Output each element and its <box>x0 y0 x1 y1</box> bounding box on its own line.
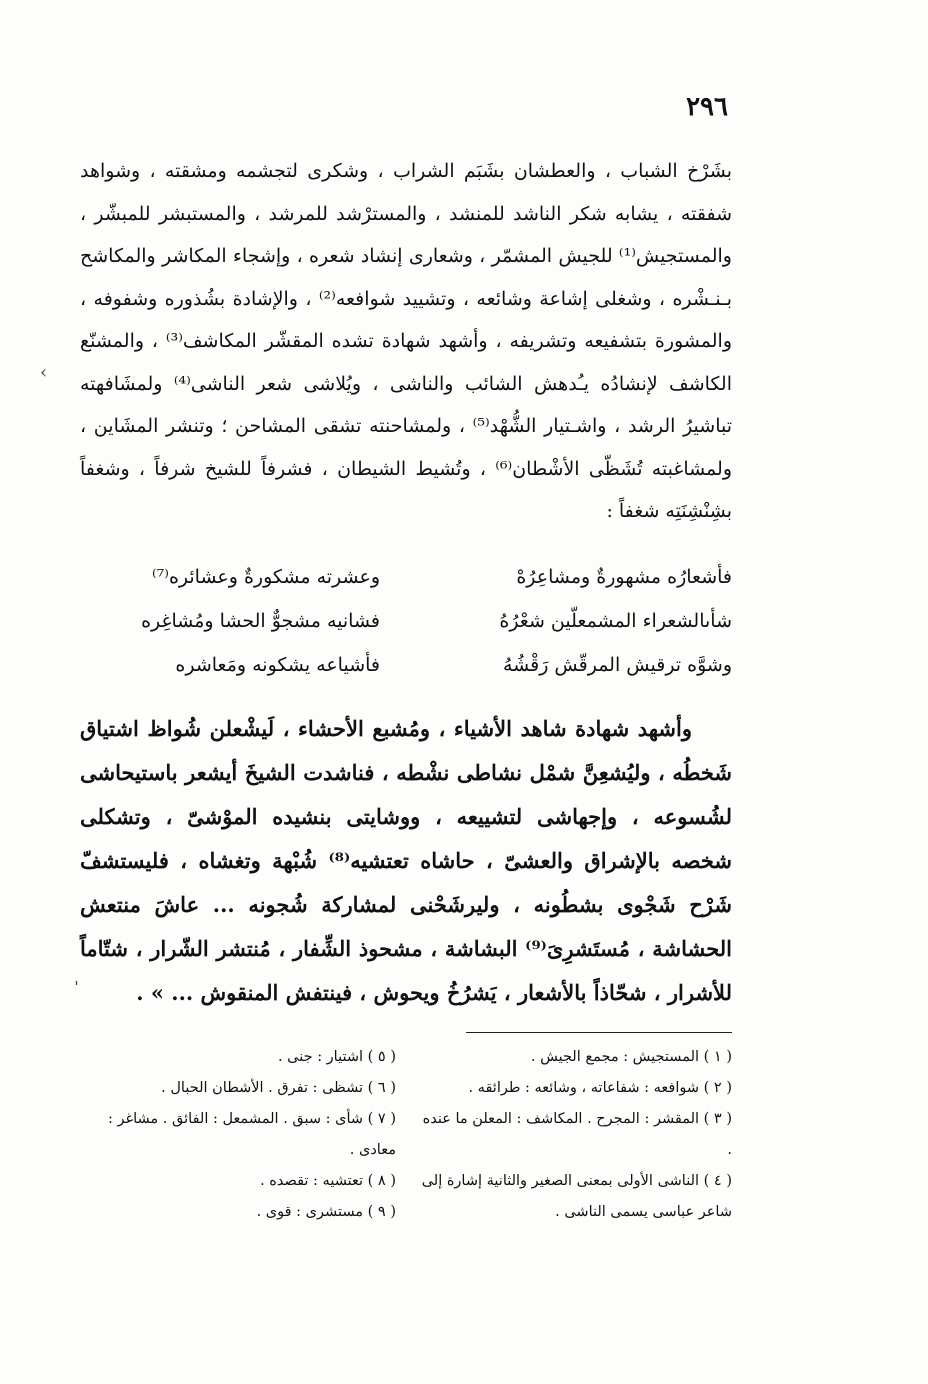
footnote-4: ( ٤ ) الناشى الأولى بمعنى الصغير والثانية إشارة إلى شاعر عباسى يسمى الناشى . <box>421 1173 732 1220</box>
footnote-1: ( ١ ) المستجيش : مجمع الجيش . <box>530 1049 732 1065</box>
poem-verse-3 <box>80 643 732 687</box>
footnote-2: ( ٢ ) شوافعه : شفاعاته ، وشائعه : طرائقه . <box>468 1080 732 1096</box>
footnotes <box>80 1042 732 1228</box>
verse-1-left-hemistich: وعشرته مشكورةٌ وعشائره⁽⁷⁾ <box>151 566 380 588</box>
verse-3-right-hemistich: وشوَّه ترقيش المرقّش رَقْشُهُ <box>502 654 732 676</box>
margin-mark-mid: ‹ <box>40 362 48 383</box>
footnotes-right-column <box>416 1042 732 1228</box>
poem-verse-2 <box>80 599 732 643</box>
footnote-5: ( ٥ ) اشتيار : جنى . <box>277 1049 396 1065</box>
page-number: ٢٩٦ <box>686 92 728 122</box>
footnote-9: ( ٩ ) مستشرى : قوى . <box>256 1204 396 1220</box>
footnote-7: ( ٧ ) شأى : سبق . المشمعل : الفائق . مشاغر : معادى . <box>108 1111 396 1158</box>
footnotes-left-column <box>80 1042 396 1228</box>
verse-3-left-hemistich: فأشياعه يشكونه ومَعاشره <box>175 654 380 676</box>
verse-1-right-hemistich: فأشعارُه مشهورةٌ ومشاعِرُهْ <box>516 566 732 588</box>
paragraph-2: وأشهد شهادة شاهد الأشياء ، ومُشبع الأحشاء ، لَيشْعلن شُواظ اشتياق شَخطُه ، وليُشعِنَّ شمْل نشاطى نشْطه ، فناشدت الشيخَ أيشعر باستيحاشى لشُسوعه ، وإجهاشى لتشييعه ، ووشايتى بنشيده الموْشىّ ، وتشكلى شخصه بالإشراق والعشىّ ، حاشاه تعتشيه⁽⁸⁾ شُبْهة وتغشاه ، فليستشفّ شَرْح شَجْوى بشطُونه ، وليرشَحْنى لمشاركة شُجونه ... عاشَ منتعش الحشاشة ، مُستَشرِىَ⁽⁹⁾ البشاشة ، مشحوذ الشِّفار ، مُنتشر الشّرار ، شتّاماً للأشرار ، شحّاذاً بالأشعار ، يَشرُخُ ويحوش ، فينتفش المنقوش ... » . <box>80 716 733 1005</box>
margin-mark-lower: ˌ <box>74 967 79 988</box>
footnote-6: ( ٦ ) تشظى : تفرق . الأشطان الحبال . <box>161 1080 396 1096</box>
poem <box>80 555 732 687</box>
poem-verse-1 <box>80 555 732 599</box>
footnote-separator <box>466 1032 732 1033</box>
verse-2-right-hemistich: شأىالشعراء المشمعلّين شعْرُهُ <box>499 610 732 632</box>
paragraph-1: بشَرْخ الشباب ، والعطشان بشَبَم الشراب ، وشكرى لتجشمه ومشقته ، وشواهد شفقته ، يشابه شكر الناشد للمنشد ، والمسترْشد للمرشد ، والمستبشر للمبشّر ، والمستجيش⁽¹⁾ للجيش المشمّر ، وشعارى إنشاد شعره ، وإشجاء المكاشر والمكاشح بـنـشْره ، وشغلى إشاعة وشائعه ، وتشييد شوافعه⁽²⁾ ، والإشادة بشُذوره وشفوفه ، والمشورة بتشفيعه وتشريفه ، وأشهد شهادة تشده المقشّر المكاشف⁽³⁾ ، والمشنّع الكاشف لإنشادُه يـُدهش الشائب والناشى ، ويُلاشى شعر الناشى⁽⁴⁾ ولمشَافهته تباشيرُ الرشد ، واشـتيار الشُّهْد⁽⁵⁾ ، ولمشاحنته تشقى المشاحن ؛ وتنشر المشَاين ، ولمشاغبته تُشَظّى الأشْطان⁽⁶⁾ ، وتُشيط الشيطان ، فشرفاً للشيخ شرفاً ، وشغفاً بشِنْشِنَتِه شغفاً : <box>80 160 733 522</box>
footnote-8: ( ٨ ) تعتشيه : تقصده . <box>260 1173 396 1189</box>
verse-2-left-hemistich: فشانيه مشجوٌّ الحشا ومُشاغِره <box>141 610 380 632</box>
footnote-3: ( ٣ ) المقشر : المجرح . المكاشف : المعلن ما عنده . <box>422 1111 732 1158</box>
